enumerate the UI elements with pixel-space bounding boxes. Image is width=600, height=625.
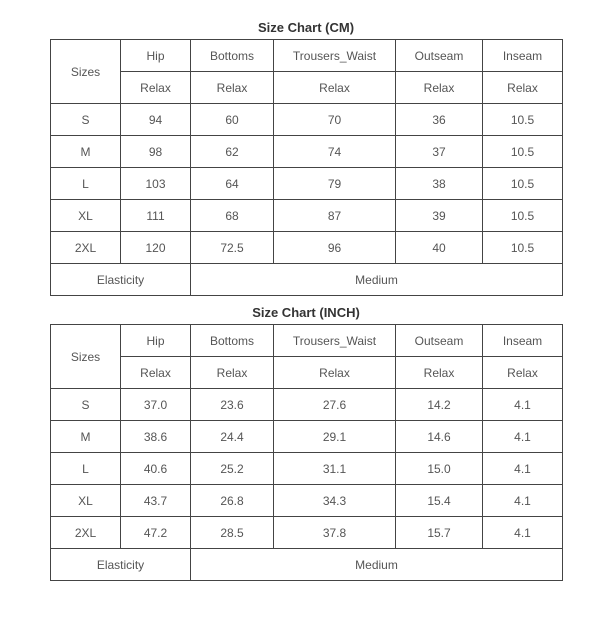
value-cell: 36 — [396, 104, 483, 136]
value-cell: 96 — [274, 232, 396, 264]
value-cell: 34.3 — [274, 485, 396, 517]
column-header: Outseam — [396, 325, 483, 357]
size-cell: 2XL — [51, 232, 121, 264]
sizes-header: Sizes — [51, 325, 121, 389]
value-cell: 15.4 — [396, 485, 483, 517]
value-cell: 39 — [396, 200, 483, 232]
size-cell: M — [51, 421, 121, 453]
table-row — [51, 200, 563, 232]
column-header: Bottoms — [191, 325, 274, 357]
value-cell: 10.5 — [483, 136, 563, 168]
value-cell: 64 — [191, 168, 274, 200]
column-header: Inseam — [483, 325, 563, 357]
column-header: Outseam — [396, 40, 483, 72]
elasticity-label: Elasticity — [51, 549, 191, 581]
value-cell: 10.5 — [483, 200, 563, 232]
elasticity-value: Medium — [191, 549, 563, 581]
fit-cell: Relax — [121, 72, 191, 104]
size-cell: S — [51, 104, 121, 136]
value-cell: 4.1 — [483, 517, 563, 549]
value-cell: 29.1 — [274, 421, 396, 453]
value-cell: 10.5 — [483, 168, 563, 200]
sizes-header: Sizes — [51, 40, 121, 104]
value-cell: 31.1 — [274, 453, 396, 485]
value-cell: 4.1 — [483, 389, 563, 421]
value-cell: 74 — [274, 136, 396, 168]
value-cell: 103 — [121, 168, 191, 200]
fit-row — [51, 72, 563, 104]
value-cell: 38 — [396, 168, 483, 200]
value-cell: 27.6 — [274, 389, 396, 421]
size-chart-cm-title: Size Chart (CM) — [257, 20, 355, 35]
value-cell: 94 — [121, 104, 191, 136]
table-header-row — [51, 325, 563, 357]
fit-cell: Relax — [274, 357, 396, 389]
value-cell: 79 — [274, 168, 396, 200]
value-cell: 28.5 — [191, 517, 274, 549]
value-cell: 26.8 — [191, 485, 274, 517]
table-row — [51, 232, 563, 264]
size-chart-inch-table — [50, 324, 563, 581]
elasticity-value: Medium — [191, 264, 563, 296]
elasticity-label: Elasticity — [51, 264, 191, 296]
value-cell: 25.2 — [191, 453, 274, 485]
size-chart-inch-title: Size Chart (INCH) — [252, 305, 360, 320]
value-cell: 40.6 — [121, 453, 191, 485]
value-cell: 37.0 — [121, 389, 191, 421]
value-cell: 4.1 — [483, 485, 563, 517]
value-cell: 14.6 — [396, 421, 483, 453]
fit-cell: Relax — [191, 72, 274, 104]
fit-cell: Relax — [483, 72, 563, 104]
column-header: Inseam — [483, 40, 563, 72]
value-cell: 38.6 — [121, 421, 191, 453]
value-cell: 43.7 — [121, 485, 191, 517]
value-cell: 120 — [121, 232, 191, 264]
value-cell: 40 — [396, 232, 483, 264]
table-row — [51, 485, 563, 517]
table-row — [51, 453, 563, 485]
size-cell: M — [51, 136, 121, 168]
value-cell: 60 — [191, 104, 274, 136]
size-cell: S — [51, 389, 121, 421]
value-cell: 68 — [191, 200, 274, 232]
table-row — [51, 168, 563, 200]
fit-row — [51, 357, 563, 389]
table-row — [51, 389, 563, 421]
value-cell: 37.8 — [274, 517, 396, 549]
value-cell: 62 — [191, 136, 274, 168]
value-cell: 24.4 — [191, 421, 274, 453]
value-cell: 98 — [121, 136, 191, 168]
value-cell: 15.0 — [396, 453, 483, 485]
size-chart-cm-table — [50, 39, 563, 296]
value-cell: 47.2 — [121, 517, 191, 549]
fit-cell: Relax — [274, 72, 396, 104]
value-cell: 111 — [121, 200, 191, 232]
value-cell: 70 — [274, 104, 396, 136]
table-header-row — [51, 40, 563, 72]
column-header: Hip — [121, 40, 191, 72]
table-row — [51, 136, 563, 168]
table-row — [51, 104, 563, 136]
column-header: Bottoms — [191, 40, 274, 72]
fit-cell: Relax — [483, 357, 563, 389]
fit-cell: Relax — [396, 72, 483, 104]
value-cell: 72.5 — [191, 232, 274, 264]
size-cell: L — [51, 453, 121, 485]
fit-cell: Relax — [191, 357, 274, 389]
elasticity-row — [51, 549, 563, 581]
size-cell: XL — [51, 485, 121, 517]
table-row — [51, 421, 563, 453]
column-header: Trousers_Waist — [274, 325, 396, 357]
value-cell: 23.6 — [191, 389, 274, 421]
column-header: Hip — [121, 325, 191, 357]
fit-cell: Relax — [396, 357, 483, 389]
value-cell: 10.5 — [483, 232, 563, 264]
elasticity-row — [51, 264, 563, 296]
value-cell: 15.7 — [396, 517, 483, 549]
size-cell: 2XL — [51, 517, 121, 549]
value-cell: 37 — [396, 136, 483, 168]
value-cell: 87 — [274, 200, 396, 232]
size-cell: XL — [51, 200, 121, 232]
value-cell: 4.1 — [483, 421, 563, 453]
value-cell: 4.1 — [483, 453, 563, 485]
table-row — [51, 517, 563, 549]
fit-cell: Relax — [121, 357, 191, 389]
value-cell: 14.2 — [396, 389, 483, 421]
value-cell: 10.5 — [483, 104, 563, 136]
column-header: Trousers_Waist — [274, 40, 396, 72]
size-cell: L — [51, 168, 121, 200]
